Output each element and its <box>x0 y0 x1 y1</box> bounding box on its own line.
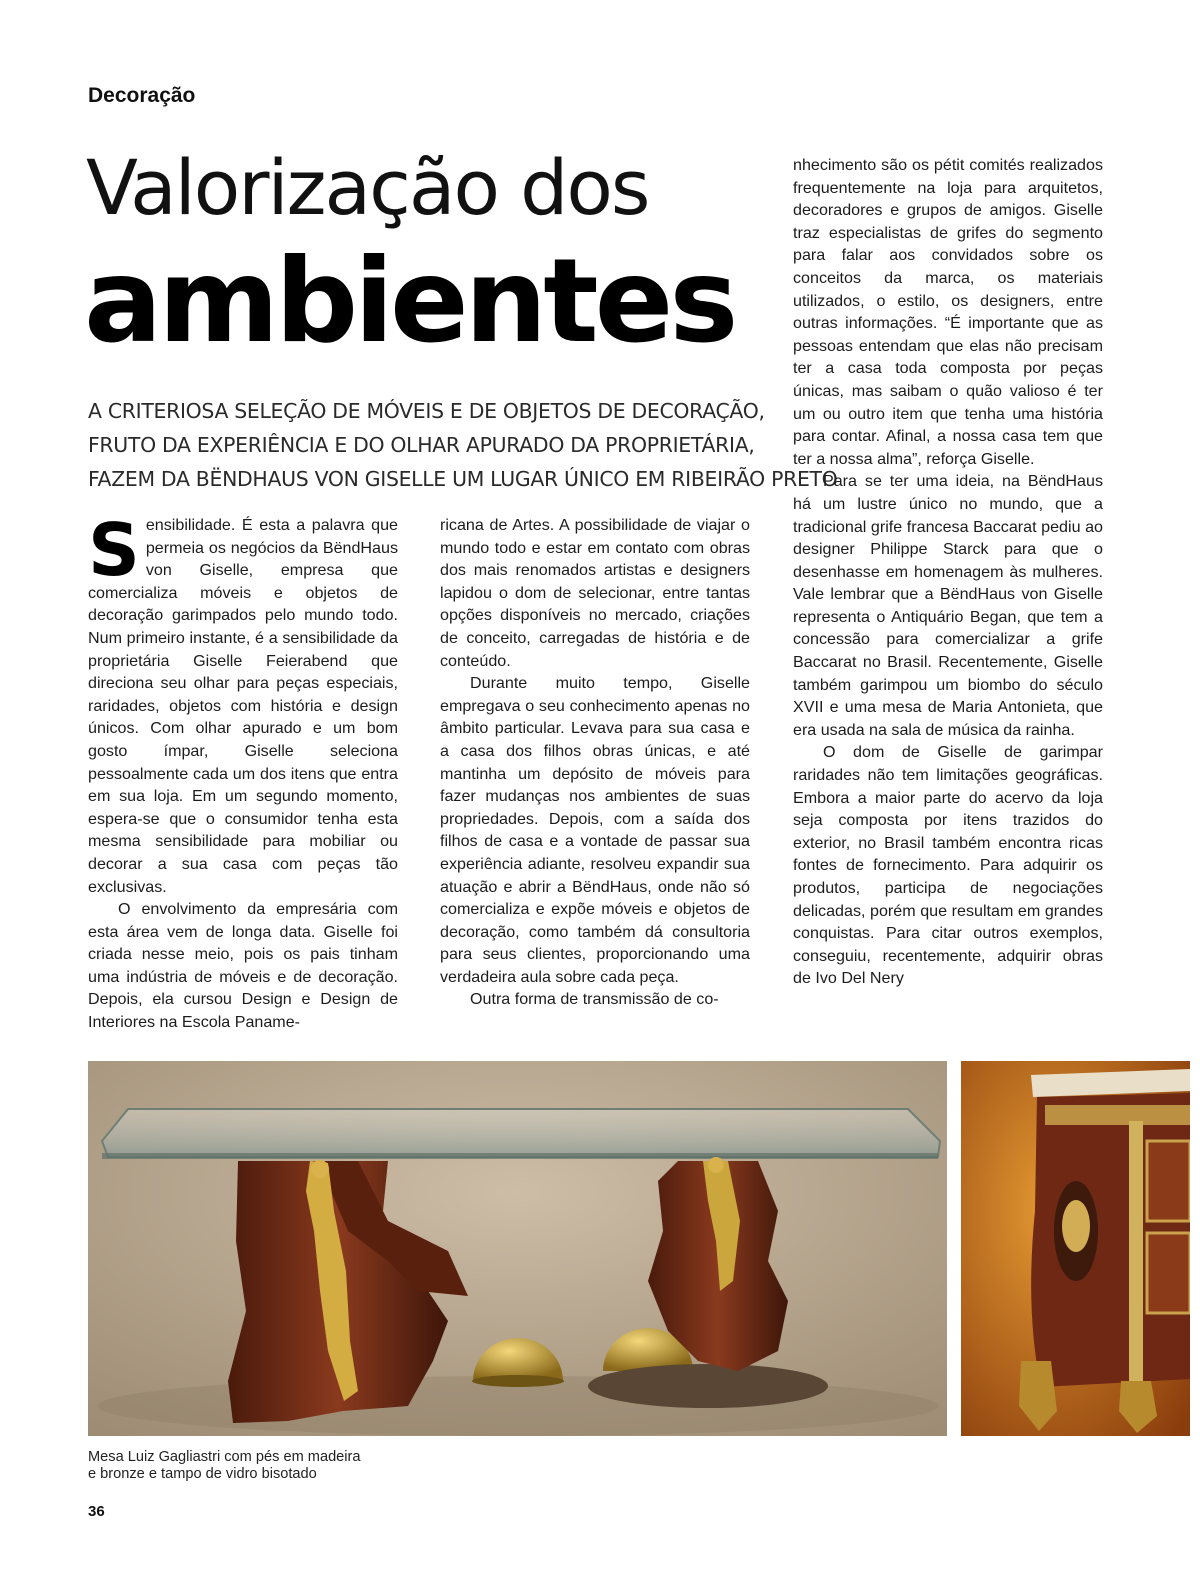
section-label: Decoração <box>88 84 196 107</box>
caption-line: Mesa Luiz Gagliastri com pés em madeira <box>88 1449 361 1465</box>
caption-line: e bronze e tampo de vidro bisotado <box>88 1466 317 1482</box>
lede-line: FRUTO DA EXPERIÊNCIA E DO OLHAR APURADO DA PROPRIETÁRIA, <box>88 433 755 457</box>
article-paragraph: Para se ter uma ideia, na BëndHaus há um lustre único no mundo, que a tradicional grife francesa Baccarat pediu ao designer Philippe Starck para que o desenhasse em homenagem às mulheres. Vale lembrar que a BëndHaus von Giselle representa o Antiquário Began, que tem a concessão para comercializar a grife Baccarat no Brasil. Recentemente, Giselle também garimpou um biombo do século XVII e uma mesa de Maria Antonieta, que era usada na sala de música da rainha. <box>793 472 1103 739</box>
photo-caption <box>88 1449 408 1483</box>
article-paragraph: O envolvimento da empresária com esta área vem de longa data. Giselle foi criada nesse meio, pois os pais tinham uma indústria de móveis e de decoração. Depois, ela cursou Design e Design de Interiores na Escola Paname- <box>88 900 398 1032</box>
article-paragraph: Outra forma de transmissão de co- <box>470 990 719 1009</box>
article-column-1 <box>88 508 398 1034</box>
headline-line-1: Valorização dos <box>86 143 649 232</box>
table-photo <box>88 1061 947 1436</box>
paragraph-text: ensibilidade. É esta a palavra que permeia os negócios da BëndHaus von Giselle, empresa que comercializa móveis e objetos de decoração garimpados pelo mundo todo. Num primeiro instante, é a sensibilidade da proprietária Giselle Feierabend que direciona seu olhar para peças especiais, raridades, objetos com história e design únicos. Com olhar apurado e um bom gosto ímpar, Giselle seleciona pessoalmente cada um dos itens que entra em sua loja. Em um segundo momento, espera-se que o consumidor tenha esta mesma sensibilidade para mobiliar ou decorar a sua casa com peças tão exclusivas. <box>88 516 398 896</box>
drop-cap: S <box>88 508 140 592</box>
article-paragraph: Durante muito tempo, Giselle empregava o seu conhecimento apenas no âmbito particular. Levava para sua casa e a casa dos filhos obras únicas, e até mantinha um depósito de móveis para fazer mudanças nos ambientes de suas propriedades. Depois, com a saída dos filhos de casa e a vontade de passar sua experiência adiante, resolveu expandir sua atuação e abrir a BëndHaus, onde não só comercializa e expõe móveis e objetos de decoração, como também dá consultoria para seus clientes, proporcionando uma verdadeira aula sobre cada peça. <box>440 674 750 986</box>
article-column-2 <box>440 514 750 1011</box>
article-paragraph: nhecimento são os pétit comités realizados frequentemente na loja para arquitetos, decoradores e grupos de amigos. Giselle traz especialistas de grifes do segmento para falar aos convidados sobre os conceitos da marca, os materiais utilizados, o estilo, os designers, entre outras informações. “É importante que as pessoas entendam que elas não precisam ter a casa toda composta por peças únicas, mas saibam o quão valioso é ter um ou outro item que tenha uma história para contar. Afinal, a nossa casa tem que ter a nossa alma”, reforça Giselle. <box>793 156 1103 468</box>
lede <box>88 394 838 496</box>
lede-line: FAZEM DA BËNDHAUS VON GISELLE UM LUGAR ÚNICO EM RIBEIRÃO PRETO <box>88 467 838 491</box>
cabinet-photo <box>961 1061 1190 1436</box>
article-paragraph: ricana de Artes. A possibilidade de viajar o mundo todo e estar em contato com obras dos mais renomados artistas e designers lapidou o dom de selecionar, entre tantas opções disponíveis no mercado, criações de conceito, carregadas de história e de conteúdo. <box>440 516 750 670</box>
page-number: 36 <box>88 1503 105 1520</box>
article-paragraph <box>88 508 398 898</box>
headline-line-2: ambientes <box>84 234 735 369</box>
article-paragraph: O dom de Giselle de garimpar raridades não tem limitações geográficas. Embora a maior parte do acervo da loja seja composta por itens trazidos do exterior, no Brasil também encontra ricas fontes de fornecimento. Para adquirir os produtos, participa de negociações delicadas, porém que resultam em grandes conquistas. Para citar outros exemplos, conseguiu, recentemente, adquirir obras de Ivo Del Nery <box>793 743 1103 988</box>
lede-line: A CRITERIOSA SELEÇÃO DE MÓVEIS E DE OBJETOS DE DECORAÇÃO, <box>88 399 765 423</box>
article-column-3 <box>793 154 1103 990</box>
